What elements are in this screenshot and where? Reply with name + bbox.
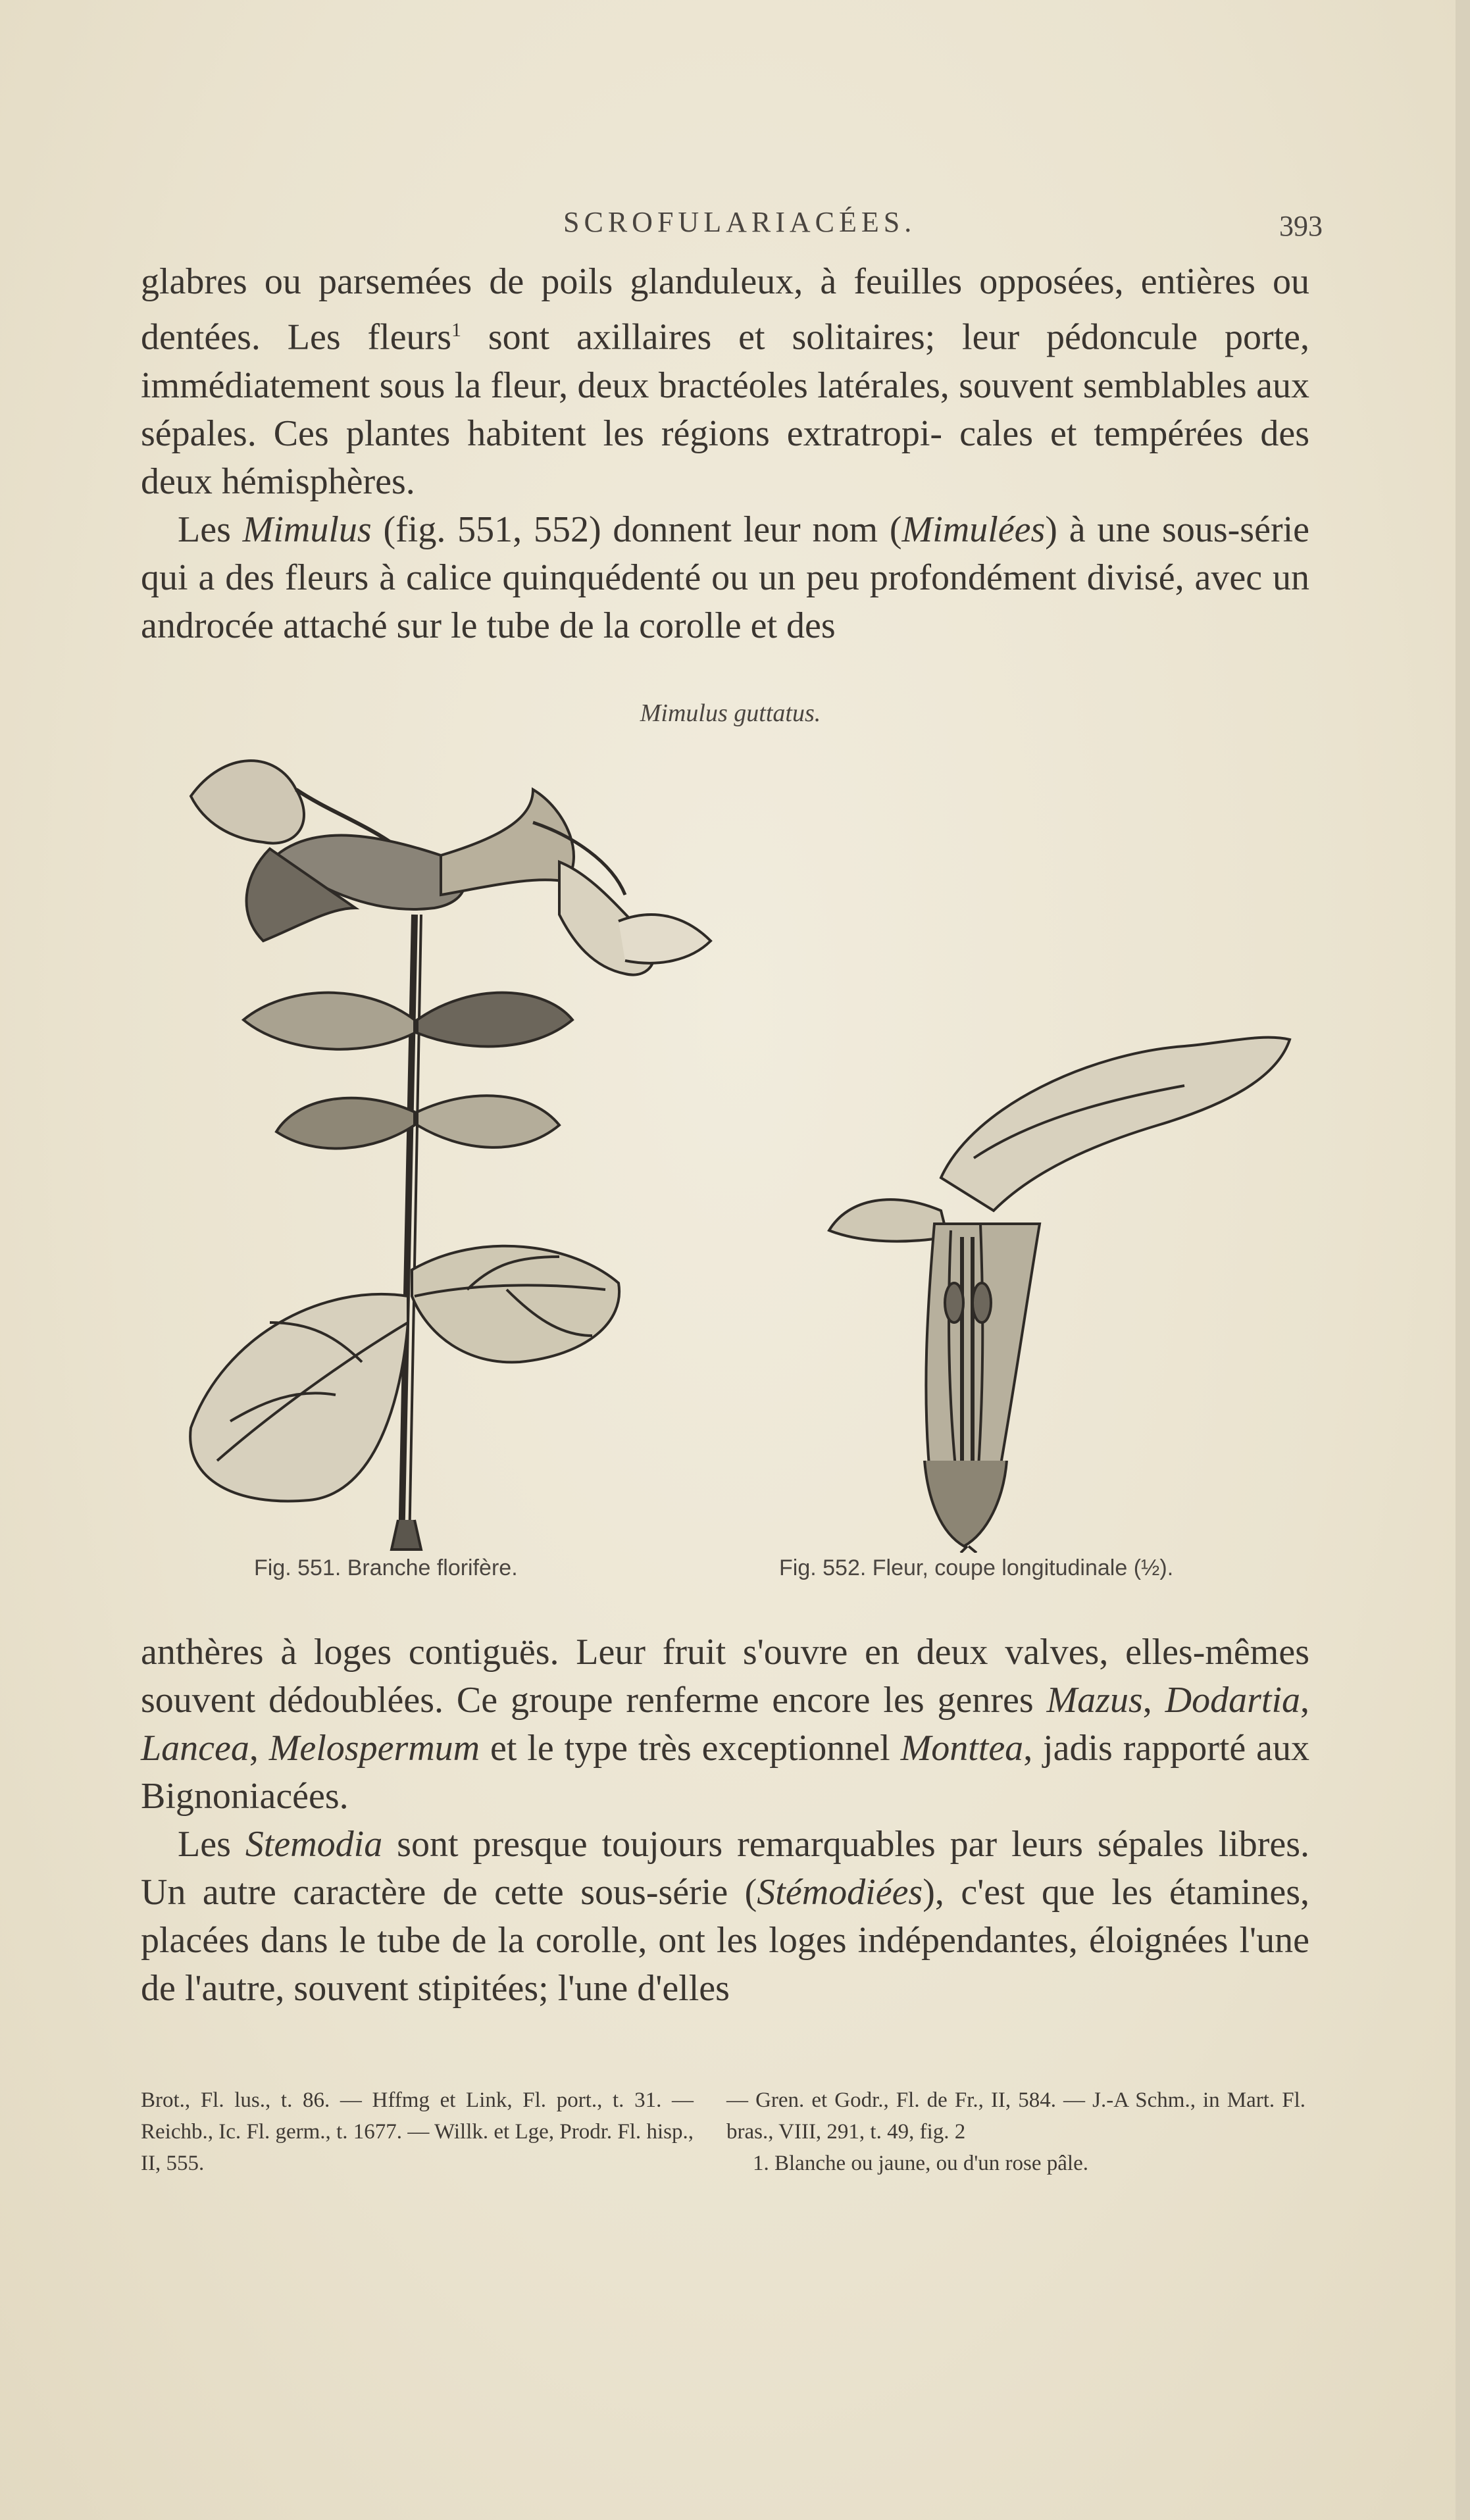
- footnote-1: 1. Blanche ou jaune, ou d'un rose pâle.: [753, 2152, 1088, 2175]
- paragraph-2: Les Mimulus (fig. 551, 552) donnent leur nom (Mimulées) à une sous-série qui a des fleurs à calice quinquédenté ou un peu profondément divisé, avec un androcée attaché sur le tube de la corolle et des: [141, 509, 1310, 646]
- genus-dodartia: Dodartia: [1165, 1680, 1301, 1721]
- genus-melospermum: Melospermum: [268, 1728, 480, 1769]
- subseries-stemodiees: Stémodiées: [757, 1872, 923, 1913]
- footnote-right: [726, 2084, 1305, 2179]
- body-text-top: [141, 258, 1309, 650]
- footnote-right-refs: — Gren. et Godr., Fl. de Fr., II, 584. — J.-A Schm., in Mart. Fl. bras., VIII, 291, t. 49, fig. 2: [726, 2088, 1305, 2144]
- page-edge: [1456, 0, 1470, 2520]
- genus-mazus: Mazus: [1046, 1680, 1143, 1721]
- species-caption: Mimulus guttatus.: [640, 699, 821, 727]
- fig-551-caption: Fig. 551. Branche florifère.: [254, 1555, 518, 1580]
- subseries-mimulees: Mimulées: [901, 509, 1046, 550]
- footnote-mark: 1: [451, 319, 461, 341]
- footnote-left: Brot., Fl. lus., t. 86. — Hffmg et Link, Fl. port., t. 31. — Reichb., Ic. Fl. germ., t. 1677. — Willk. et Lge, Prodr. Fl. hisp., II, 555.: [141, 2088, 694, 2175]
- running-head: SCROFULARIACÉES.: [563, 206, 917, 238]
- paragraph-4: Les Stemodia sont presque toujours remarquables par leurs sépales libres. Un autre caractère de cette sous-série (Stémodiées), c'est que les étamines, placées dans le tube de la corolle, ont les loges indépendantes, éloignées l'une de l'autre, souvent stipitées; l'une d'elles: [141, 1824, 1309, 2009]
- body-text-bottom: [141, 1628, 1309, 2013]
- paragraph-3: anthères à loges contiguës. Leur fruit s'ouvre en deux valves, elles-mêmes souvent dédoublées. Ce groupe renferme encore les genres Mazus, Dodartia, Lancea, Melospermum et le type très exceptionnel Monttea, jadis rapporté aux Bignoniacées.: [141, 1632, 1310, 1817]
- genus-mimulus: Mimulus: [242, 509, 372, 550]
- genus-lancea: Lancea: [141, 1728, 249, 1769]
- genus-stemodia: Stemodia: [245, 1824, 383, 1865]
- figure-551-illustration: [165, 743, 744, 1553]
- page-number: 393: [1279, 210, 1323, 242]
- figure-552-illustration: [816, 1026, 1303, 1553]
- genus-monttea: Monttea: [900, 1728, 1024, 1769]
- fig-552-caption: Fig. 552. Fleur, coupe longitudinale (½).: [779, 1555, 1174, 1580]
- paragraph-1: glabres ou parsemées de poils glanduleux, à feuilles opposées, entières ou dentées. Les fleurs$^1$ sont axillaires et solitaires; leur pédoncule porte, immédiatement sous la fleur, deux bractéoles latérales, souvent semblables aux sépales. Ces plantes habitent les régions extratropi- cales et tempérées des deux hémisphères.: [141, 261, 1310, 502]
